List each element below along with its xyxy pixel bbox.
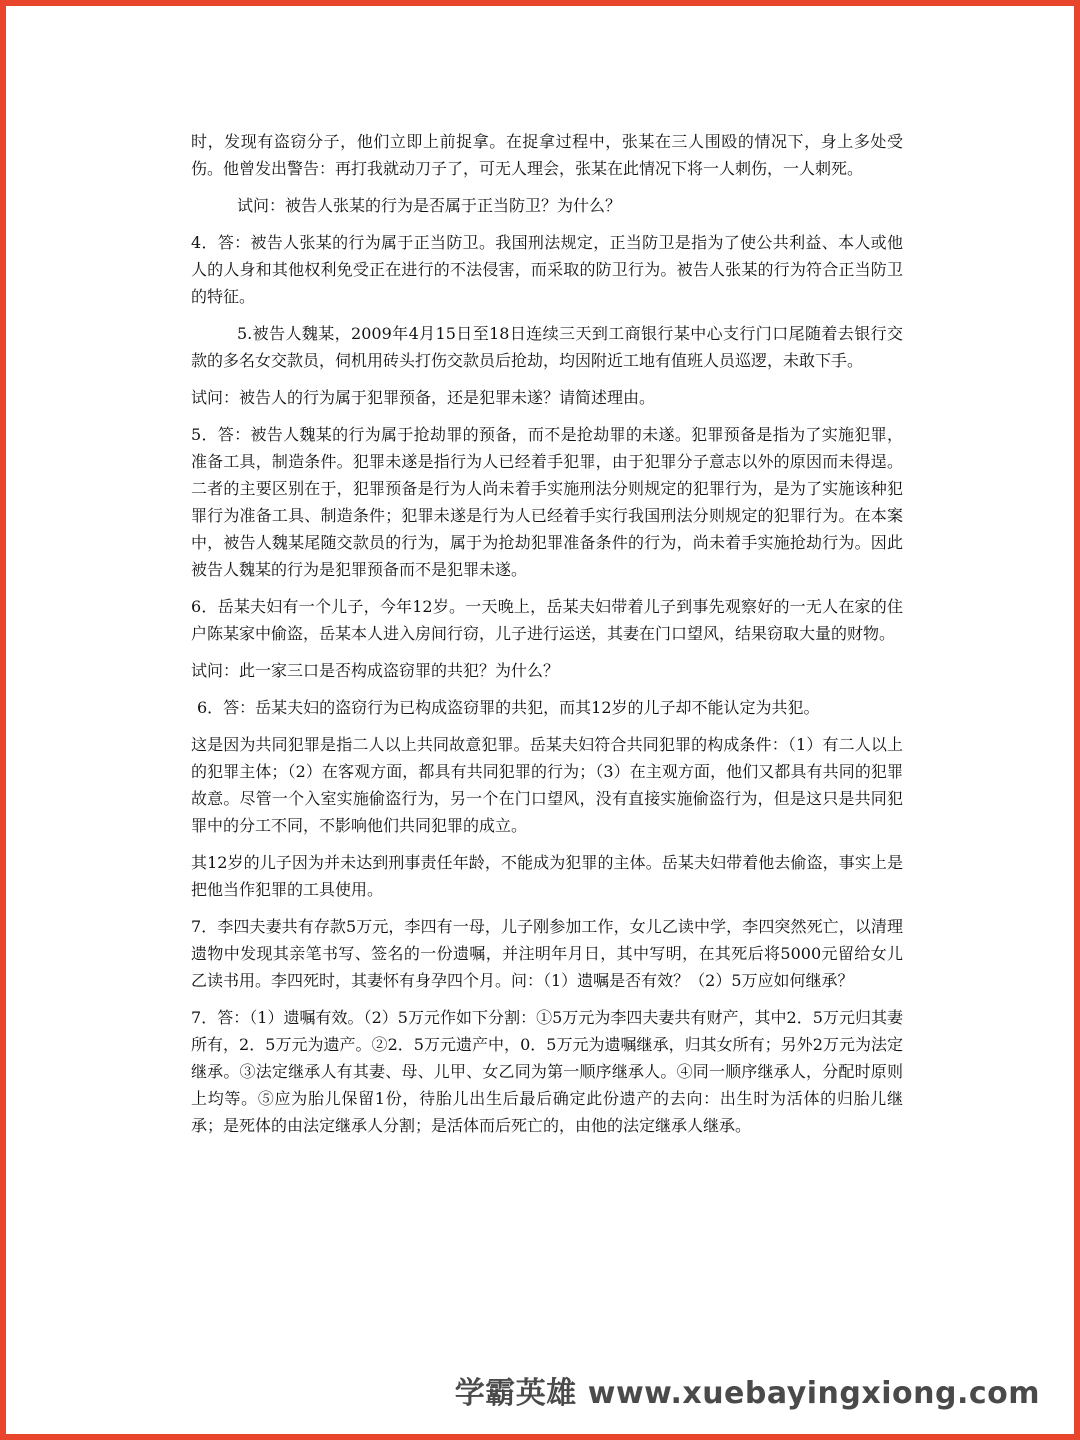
- answer-case7: 7．答：（1）遗嘱有效。（2）5万元作如下分割：①5万元为李四夫妻共有财产，其中2．5万元归其妻所有，2．5万元为遗产。②2．5万元遗产中，0．5万元为遗嘱继承，归其女所有；另外2万元为法定继承。③法定继承人有其妻、母、儿甲、女乙同为第一顺序继承人。④同一顺序继承人，分配时原则上均等。⑤应为胎儿保留1份，待胎儿出生后最后确定此份遗产的去向：出生时为活体的归胎儿继承；是死体的由法定继承人分割；是活体而后死亡的，由他的法定继承人继承。: [191, 1008, 903, 1135]
- answer-case5: 5．答：被告人魏某的行为属于抢劫罪的预备，而不是抢劫罪的未遂。犯罪预备是指为了实施犯罪，准备工具，制造条件。犯罪未遂是指行为人已经着手犯罪，由于犯罪分子意志以外的原因而未得逞。二者的主要区别在于，犯罪预备是行为人尚未着手实施刑法分则规定的犯罪行为，是为了实施该种犯罪行为准备工具、制造条件；犯罪未遂是行为人已经着手实行我国刑法分则规定的犯罪行为。在本案中，被告人魏某尾随交款员的行为，属于为抢劫犯罪准备条件的行为，尚未着手实施抢劫行为。因此被告人魏某的行为是犯罪预备而不是犯罪未遂。: [191, 425, 903, 579]
- question-case4: 试问：被告人张某的行为是否属于正当防卫？为什么？: [237, 196, 622, 215]
- answer-case4: 4．答：被告人张某的行为属于正当防卫。我国刑法规定，正当防卫是指为了使公共利益、本人或他人的人身和其他权利免受正在进行的不法侵害，而采取的防卫行为。被告人张某的行为符合正当防卫的特征。: [191, 233, 903, 306]
- paragraph-case4-facts: 时，发现有盗窃分子，他们立即上前捉拿。在捉拿过程中，张某在三人围殴的情况下，身上多处受伤。他曾发出警告：再打我就动刀子了，可无人理会，张某在此情况下将一人刺伤，一人刺死。: [191, 132, 903, 178]
- question-case5: 试问：被告人的行为属于犯罪预备，还是犯罪未遂？请简述理由。: [191, 388, 656, 407]
- answer-case6-reason: 这是因为共同犯罪是指二人以上共同故意犯罪。岳某夫妇符合共同犯罪的构成条件：（1）有二人以上的犯罪主体；（2）在客观方面，都具有共同犯罪的行为；（3）在主观方面，他们又都具有共同的犯罪故意。尽管一个入室实施偷盗行为，另一个在门口望风，没有直接实施偷盗行为，但是这只是共同犯罪中的分工不同，不影响他们共同犯罪的成立。: [191, 735, 903, 835]
- site-watermark: 学霸英雄 www.xuebayingxiong.com: [454, 1376, 1040, 1411]
- document-body: [191, 128, 903, 1149]
- question-case6: 试问：此一家三口是否构成盗窃罪的共犯？为什么？: [191, 661, 560, 680]
- answer-case6-son: 其12岁的儿子因为并未达到刑事责任年龄，不能成为犯罪的主体。岳某夫妇带着他去偷盗，事实上是把他当作犯罪的工具使用。: [191, 853, 903, 899]
- paragraph-case6-facts: 6．岳某夫妇有一个儿子，今年12岁。一天晚上，岳某夫妇带着儿子到事先观察好的一无人在家的住户陈某家中偷盗，岳某本人进入房间行窃，儿子进行运送，其妻在门口望风，结果窃取大量的财物。: [191, 597, 903, 643]
- paragraph-case7-facts: 7．李四夫妻共有存款5万元，李四有一母，儿子刚参加工作，女儿乙读中学，李四突然死亡，以清理遗物中发现其亲笔书写、签名的一份遗嘱，并注明年月日，其中写明，在其死后将5000元留给女儿乙读书用。李四死时，其妻怀有身孕四个月。问：（1）遗嘱是否有效？（2）5万应如何继承？: [191, 917, 903, 990]
- answer-case6: 6．答：岳某夫妇的盗窃行为已构成盗窃罪的共犯，而其12岁的儿子却不能认定为共犯。: [197, 698, 820, 717]
- paragraph-case5-facts: 5.被告人魏某，2009年4月15日至18日连续三天到工商银行某中心支行门口尾随着去银行交款的多名女交款员，伺机用砖头打伤交款员后抢劫，均因附近工地有值班人员巡逻，未敢下手。: [191, 324, 903, 370]
